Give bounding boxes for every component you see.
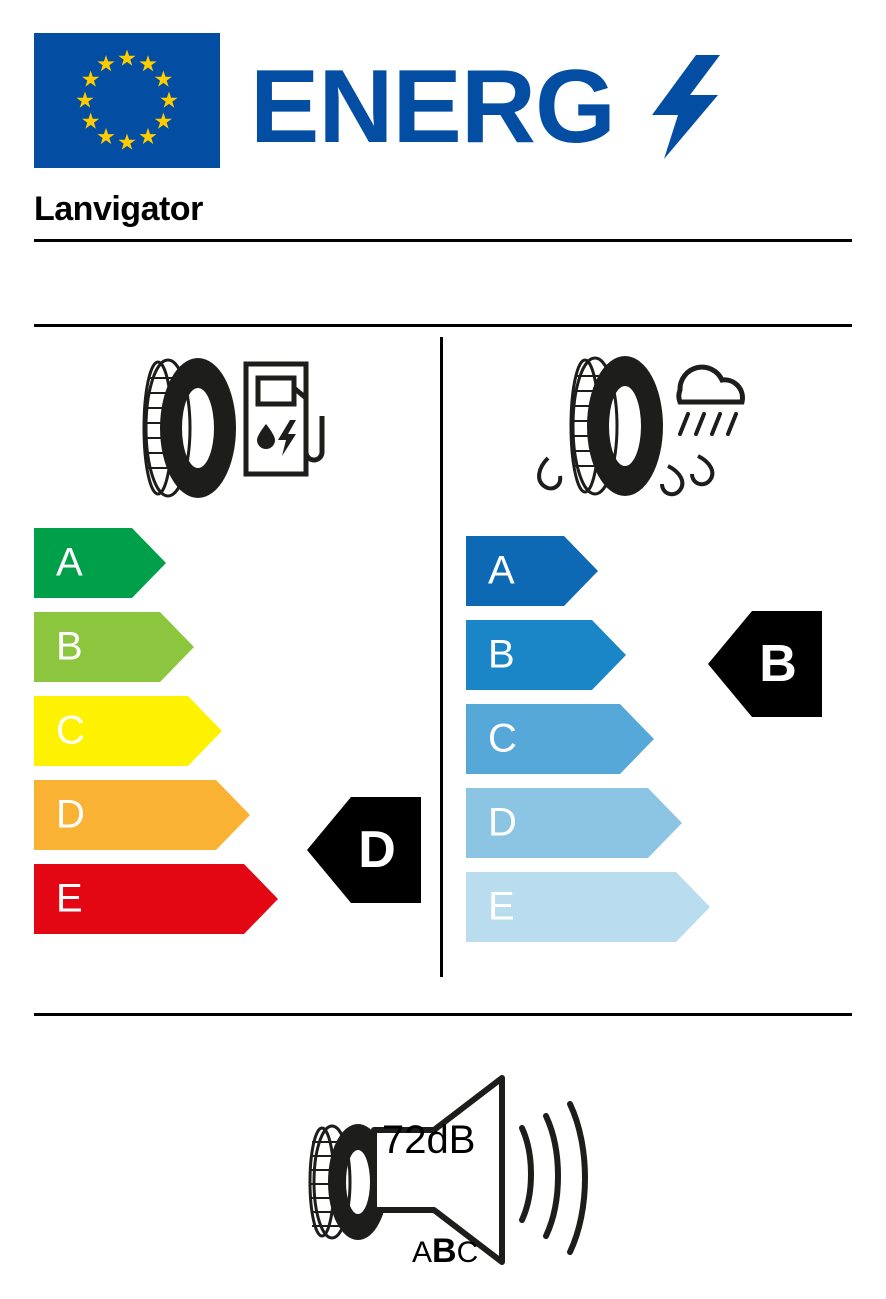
eu-flag-stars — [34, 33, 220, 168]
brand-name: Lanvigator — [34, 190, 203, 228]
grade-bar — [34, 696, 222, 766]
grade-bar-letter: D — [488, 800, 517, 845]
divider-vertical-center — [440, 337, 443, 977]
noise-class-selected: B — [432, 1232, 457, 1270]
wet-grip-class-marker — [708, 607, 822, 721]
wet-grip-class-letter: B — [759, 635, 797, 693]
grade-bar — [466, 536, 598, 606]
grade-bar-letter: E — [488, 884, 515, 929]
grade-bar — [34, 864, 278, 934]
grade-bar — [34, 528, 166, 598]
divider-under-brand — [34, 239, 852, 242]
grade-bar-letter: B — [488, 632, 515, 677]
grade-bar — [34, 612, 194, 682]
fuel-efficiency-class-letter: D — [358, 821, 396, 879]
grade-bar-shape — [34, 528, 166, 598]
energ-wordmark: ENERG — [250, 49, 615, 165]
noise-decibel-value: 72dB — [382, 1118, 476, 1162]
noise-class-scale — [412, 1232, 478, 1271]
noise-panel — [270, 1040, 630, 1280]
grade-bar-shape — [466, 536, 598, 606]
grade-bar — [34, 780, 250, 850]
grade-bar-letter: A — [488, 548, 515, 593]
divider-bottom-panel — [34, 1013, 852, 1016]
eu-flag-icon — [34, 33, 220, 168]
lightning-bolt-icon — [652, 55, 724, 159]
wet-grip-scale — [466, 536, 726, 956]
fuel-efficiency-scale — [34, 528, 294, 948]
grade-bar — [466, 788, 682, 858]
noise-class-c: C — [456, 1236, 479, 1269]
grade-bar-letter: C — [488, 716, 517, 761]
grade-bar-letter: D — [56, 792, 85, 837]
fuel-efficiency-class-marker — [307, 793, 421, 907]
noise-class-a: A — [412, 1236, 433, 1269]
grade-bar-letter: E — [56, 876, 83, 921]
grade-bar-letter: B — [56, 624, 83, 669]
grade-bar-letter: A — [56, 540, 83, 585]
grade-bar-letter: C — [56, 708, 85, 753]
tyre-fuel-pump-icon — [120, 348, 330, 508]
grade-bar — [466, 620, 626, 690]
label-header — [34, 33, 852, 168]
grade-bar — [466, 872, 710, 942]
grade-bar — [466, 704, 654, 774]
divider-top-panel — [34, 324, 852, 327]
tyre-rain-cloud-icon — [530, 348, 760, 518]
